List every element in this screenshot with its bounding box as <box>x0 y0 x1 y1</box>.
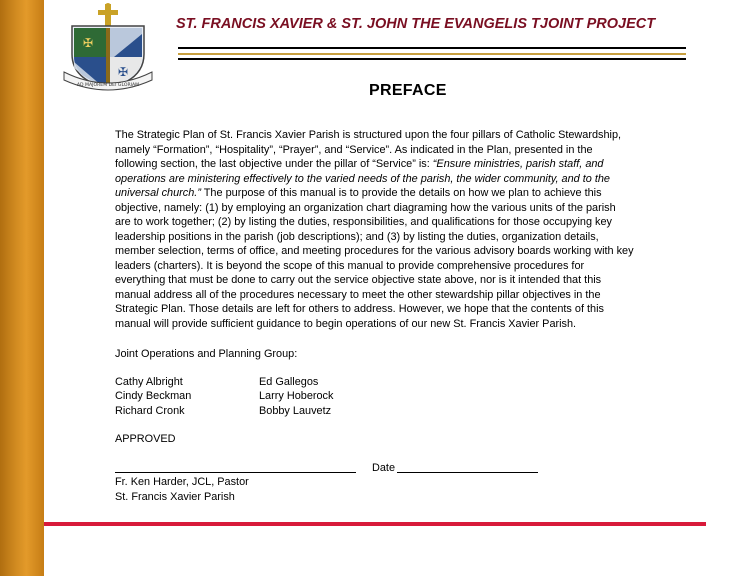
paragraph-line <box>115 288 690 303</box>
preface-paragraph <box>115 128 690 331</box>
paragraph-text-run: manual will provide sufficient guidance to begin operations of our new St. Francis Xavier Parish. <box>115 317 577 330</box>
signatory-parish: St. Francis Xavier Parish <box>115 491 235 503</box>
paragraph-line <box>115 143 690 158</box>
paragraph-text-run: manual address all of the procedures necessary to meet the other stewardship pillar objectives in the <box>115 288 601 301</box>
header-rule-top <box>178 47 686 49</box>
members-left-column <box>115 375 191 418</box>
group-label: Joint Operations and Planning Group: <box>115 348 298 360</box>
member-name: Bobby Lauvetz <box>259 404 332 417</box>
footer-rule <box>44 522 706 526</box>
paragraph-text-run: everything that must be done to carry out the service objective state above, nor is it intended that this <box>115 274 602 286</box>
header-rule-middle <box>178 53 686 55</box>
paragraph-text-run: are to work together; (2) by listing the duties, responsibilities, and qualifications for those occupying key <box>115 216 612 228</box>
member-name: Cathy Albright <box>115 376 183 388</box>
paragraph-line <box>115 186 690 201</box>
paragraph-line <box>115 230 690 245</box>
crest-banner-text: AD MAJOREM DEI GLORIAM <box>76 83 140 88</box>
paragraph-line <box>115 273 690 288</box>
paragraph-line <box>115 302 690 317</box>
paragraph-text-run: universal church.” <box>115 187 201 199</box>
member-name: Ed Gallegos <box>259 376 319 388</box>
header-rule-bottom <box>178 58 686 60</box>
approved-label: APPROVED <box>115 433 176 445</box>
paragraph-text-run: “Ensure ministries, parish staff, and <box>432 158 604 170</box>
member-name: Larry Hoberock <box>259 390 334 403</box>
svg-text:✠: ✠ <box>83 36 94 50</box>
member-name: Cindy Beckman <box>115 390 192 403</box>
paragraph-text-run: leaders (charters). It is beyond the scope of this manual to provide comprehensive procedures for <box>115 259 585 272</box>
paragraph-text-run: The Strategic Plan of St. Francis Xavier Parish is structured upon the four pillars of Catholic Stewardship, <box>115 129 622 141</box>
paragraph-line <box>115 317 690 332</box>
signatory-name: Fr. Ken Harder, JCL, Pastor <box>115 476 249 488</box>
member-name: Richard Cronk <box>115 404 185 417</box>
paragraph-text-run: Strategic Plan. Those details are left for others to address. However, we hope that the contents of this <box>115 303 604 315</box>
signature-line <box>115 472 356 473</box>
paragraph-text-run: leadership positions in the parish (job descriptions); and (3) by listing the duties, organization details, <box>115 230 599 243</box>
paragraph-text-run: objective, namely: (1) by employing an organization chart diagraming how the various units of the parish <box>115 201 616 214</box>
parish-crest-icon <box>58 2 158 92</box>
paragraph-text-run: namely “Formation”, “Hospitality”, “Prayer”, and “Service”. As indicated in the Plan, presented in the <box>115 143 593 156</box>
paragraph-text-run: following section, the last objective under the pillar of “Service” is: <box>115 158 433 170</box>
paragraph-line <box>115 215 690 230</box>
members-right-column <box>259 375 333 418</box>
date-label: Date <box>372 462 396 474</box>
header-title: ST. FRANCIS XAVIER & ST. JOHN THE EVANGELIS TJOINT PROJECT <box>176 16 656 32</box>
paragraph-line <box>115 128 690 143</box>
paragraph-line <box>115 201 690 216</box>
page-title: PREFACE <box>369 82 447 99</box>
date-line <box>397 472 538 473</box>
paragraph-line <box>115 244 690 259</box>
svg-text:✠: ✠ <box>118 65 129 79</box>
paragraph-text-run: member selection, terms of office, and meeting procedures for the various advisory boards working with key <box>115 245 634 257</box>
paragraph-text-run: operations are ministering effectively to the varied needs of the parish, the wider community, and to the <box>115 172 610 185</box>
paragraph-line <box>115 157 690 172</box>
paragraph-line <box>115 172 690 187</box>
paragraph-text-run: The purpose of this manual is to provide the details on how we plan to achieve this <box>200 187 602 199</box>
paragraph-line <box>115 259 690 274</box>
decorative-side-bar <box>0 0 44 576</box>
